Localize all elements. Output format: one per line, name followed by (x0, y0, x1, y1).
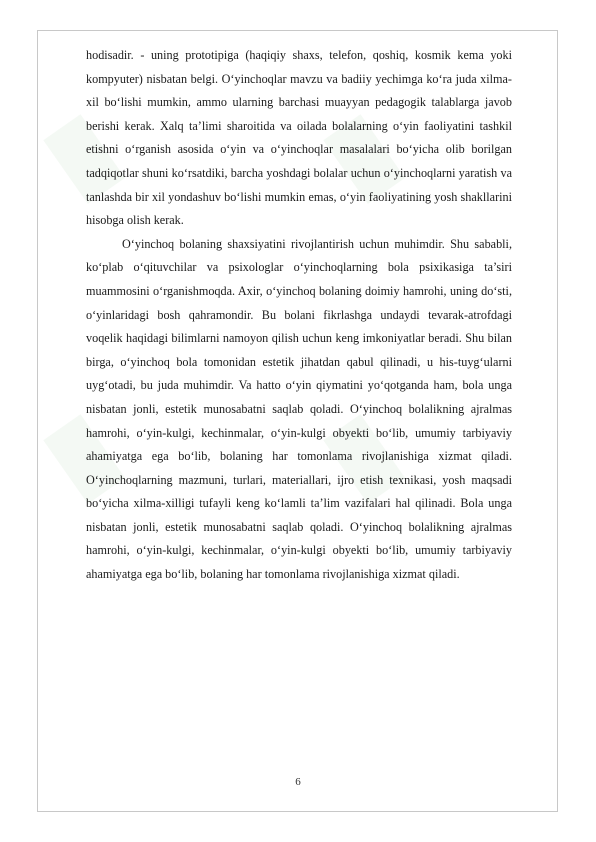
watermark-mark: █ (323, 114, 402, 200)
paragraph: hodisadir. - uning prototipiga (haqiqiy shaxs, telefon, qoshiq, kosmik kema yoki kompyuter) nisbatan belgi. O‘yinchoqlar mavzu va badiiy yechimga ko‘ra juda xilma-xil bo‘lishi mumkin, ammo ularning barchasi muayyan pedagogik talablarga javob berishi kerak. Xalq ta’limi sharoitida va oilada bolalarning o‘yin faoliyatini tashkil etishni o‘rganish asosida o‘yin va o‘yinchoqlar masalalari bo‘yicha olib borilgan tadqiqotlar shuni ko‘rsatdiki, barcha yoshdagi bolalar uchun o‘yinchoqlarni yaratish va tanlashda bir xil yondashuv bo‘lishi mumkin emas, o‘yin faoliyatining yosh shakllarini hisobga olish kerak. (86, 48, 512, 228)
watermark-mark: █ (43, 414, 122, 500)
watermark-mark: █ (43, 114, 122, 200)
watermark-mark: █ (323, 414, 402, 500)
page-number: 6 (295, 776, 301, 788)
document-body (86, 44, 512, 587)
paragraph: O‘yinchoq bolaning shaxsiyatini rivojlantirish uchun muhimdir. Shu sababli, ko‘plab o‘qituvchilar va psixologlar o‘yinchoqlarning bola psixikasiga ta’siri muammosini o‘rganishmoqda. Axir, o‘yinchoq bolaning doimiy hamrohi, uning do‘sti, o‘yinlaridagi bosh qahramondir. Bu bolani fikrlashga undaydi tevarak-atrofdagi voqelik haqidagi bilimlarni namoyon qilish uchun keng imkoniyatlar beradi. Shu bilan birga, o‘yinchoq bola tomonidan estetik jihatdan qabul qilinadi, u his-tuyg‘ularni uyg‘otadi, bu juda muhimdir. Va hatto o‘yin qiymatini yo‘qotganda ham, bola unga nisbatan jonli, estetik munosabatni saqlab qoladi. O‘yinchoq bolalikning ajralmas hamrohi, o‘yin-kulgi, kechinmalar, o‘yin-kulgi obyekti bo‘lib, umumiy tarbiyaviy ahamiyatga ega bo‘lib, bolaning har tomonlama rivojlanishiga xizmat qiladi. O‘yinchoqlarning mazmuni, turlari, materiallari, ijro etish texnikasi, yosh maqsadi bo‘yicha xilma-xilligi tufayli keng ko‘lamli ta’lim vazifalari hal qilinadi. Bola unga nisbatan jonli, estetik munosabatni saqlab qoladi. O‘yinchoq bolalikning ajralmas hamrohi, o‘yin-kulgi, kechinmalar, o‘yin-kulgi obyekti bo‘lib, umumiy tarbiyaviy ahamiyatga ega bo‘lib, bolaning har tomonlama rivojlanishiga xizmat qiladi. (86, 236, 512, 582)
